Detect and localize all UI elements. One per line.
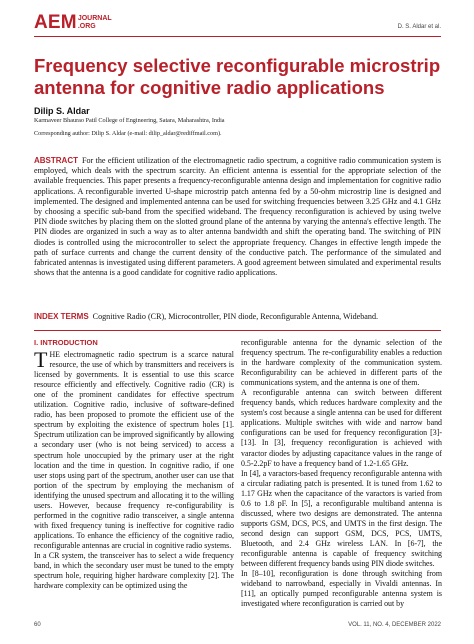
logo-org-text: .ORG xyxy=(77,23,96,30)
paper-title xyxy=(34,55,444,99)
intro-paragraph-1 xyxy=(34,347,234,551)
corresponding-author: Corresponding author: Dilip S. Aldar (e-mail: dilip_aldar@rediffmail.com). xyxy=(34,130,222,137)
section-divider xyxy=(34,330,441,331)
section-heading: I. INTRODUCTION xyxy=(34,338,98,347)
drop-cap: T xyxy=(34,347,48,373)
index-terms xyxy=(34,312,444,321)
right-column xyxy=(241,338,442,609)
right-paragraph-4: In [8–10], reconfiguration is done through switching from wideband to narrowband, especially in Vivaldi antennas. In [11], an optically pumped reconfigurable antenna system is investigated where reconfiguration is carried out by xyxy=(241,569,442,609)
right-paragraph-2: A reconfigurable antenna can switch between different frequency bands, which reduces hardware complexity and the system's cost because a single antenna can be used for different applications. Multiple switches with wide and narrow band configurations can be used for frequency reconfiguration [3]-[13]. In [3], frequency reconfiguration is achieved with varactor diodes by adjusting capacitance values in the range of 0.5-2.2pF to have a frequency band of 1.2-1.65 GHz. xyxy=(241,388,442,468)
journal-logo xyxy=(34,13,112,32)
intro-paragraph-1-text: HE electromagnetic radio spectrum is a scarce natural resource, the use of which by transmitters and receivers is licensed by governments. It is essential to use this scarce resource efficiently and effectively. Cognitive radio (CR) is one of the prominent candidates for effective spectrum utilization. Cognitive radio, inclusive of software-defined radio, has been proposed to promote the efficient use of the spectrum by exploiting the existence of spectrum holes [1]. Spectrum utilization can be improved significantly by allowing a secondary user (who is not being serviced) to access a spectrum hole unoccupied by the primary user at the right location and the time in question. In cognitive radio, if one user stops using part of the spectrum, another user can use that portion of the spectrum by employing the mechanism of identifying the unused spectrum and allocating it to the willing users. However, because frequency re-configurability is performed in the cognitive radio transceiver, a single antenna with fixed frequency tuning is ineffective for cognitive radio applications. To enhance the efficiency of the cognitive radio, reconfigurable antennas are crucial in cognitive radio systems. xyxy=(34,350,234,550)
title-line-2: antenna for cognitive radio applications xyxy=(34,77,385,98)
left-column xyxy=(34,338,234,591)
logo-subtext xyxy=(78,15,112,31)
volume-info: VOL. 11, NO. 4, DECEMBER 2022 xyxy=(348,622,441,628)
index-terms-label: INDEX TERMS xyxy=(34,312,89,321)
intro-paragraph-2: In a CR system, the transceiver has to select a wide frequency band, in which the secondary user must be tuned to the empty spectrum hole, requiring higher hardware complexity [2]. The hardware complexity can be optimized using the xyxy=(34,550,234,591)
running-head: D. S. Aldar et al. xyxy=(397,24,441,30)
logo-journal-text: JOURNAL xyxy=(77,15,112,22)
page-number: 60 xyxy=(34,622,41,628)
author-name: Dilip S. Aldar xyxy=(34,106,90,116)
header-divider xyxy=(34,36,441,37)
right-paragraph-3: In [4], a varactors-based frequency reconfigurable antenna with a circular radiating patch is presented. It is tuned from 1.62 to 1.17 GHz when the capacitance of the varactors is varied from 0.6 to 1.8 pF. In [5], a reconfigurable multiband antenna is discussed, where two designs are demonstrated. The antenna supports GSM, DCS, PCS, and UMTS in the first design. The second design can support GSM, DCS, PCS, UMTS, Bluetooth, and 2.4 GHz wireless LAN. In [6-7], the reconfigurable antenna is capable of frequency switching between different frequency bands using PIN diode switches. xyxy=(241,468,442,569)
title-line-1: Frequency selective reconfigurable microstrip xyxy=(34,55,441,76)
right-paragraph-1: reconfigurable antenna for the dynamic selection of the frequency spectrum. The re-configurability enables a reduction in the hardware complexity of the communication system. Reconfigurability can be achieved in different parts of the communications system, and the antenna is one of them. xyxy=(241,338,442,388)
abstract-text: For the efficient utilization of the electromagnetic radio spectrum, a cognitive radio communication system is employed, which deals with the spectrum scarcity. An efficient antenna is essential for the appropriate selection of the available frequencies. This paper presents a frequency-reconfigurable antenna design and implementation for cognitive radio applications. A reconfigurable inverted U-shape microstrip patch antenna fed by a 50-ohm microstrip line is designed and implemented. The designed and implemented antenna can be used for switching frequencies between 3.25 GHz and 4.1 GHz by choosing a specific sub-band from the specified wideband. The frequency reconfiguration is achieved by using twelve PIN diode switches by placing them on the slotted ground plane of the antenna by varying the antenna's effective length. The PIN diodes are organized in such a way as to alter antenna bandwidth and shift the operating band. The switching of PIN diodes is controlled using the microcontroller to select the appropriate frequency. Changes in effective length impede the path of surface currents and change the current density of the conductive patch. The performance of the simulated and fabricated antennas is investigated using different parameters. A good agreement between simulated and experimental results shows that the antenna is a good candidate for cognitive radio applications. xyxy=(34,156,441,278)
author-affiliation: Karmaveer Bhaurao Patil College of Engineering, Satara, Maharashtra, India xyxy=(34,117,225,124)
abstract-label: ABSTRACT xyxy=(34,156,78,165)
abstract xyxy=(34,156,441,278)
logo-main-text: AEM xyxy=(34,12,77,33)
index-terms-text: Cognitive Radio (CR), Microcontroller, PIN diode, Reconfigurable Antenna, Wideband. xyxy=(92,312,379,321)
